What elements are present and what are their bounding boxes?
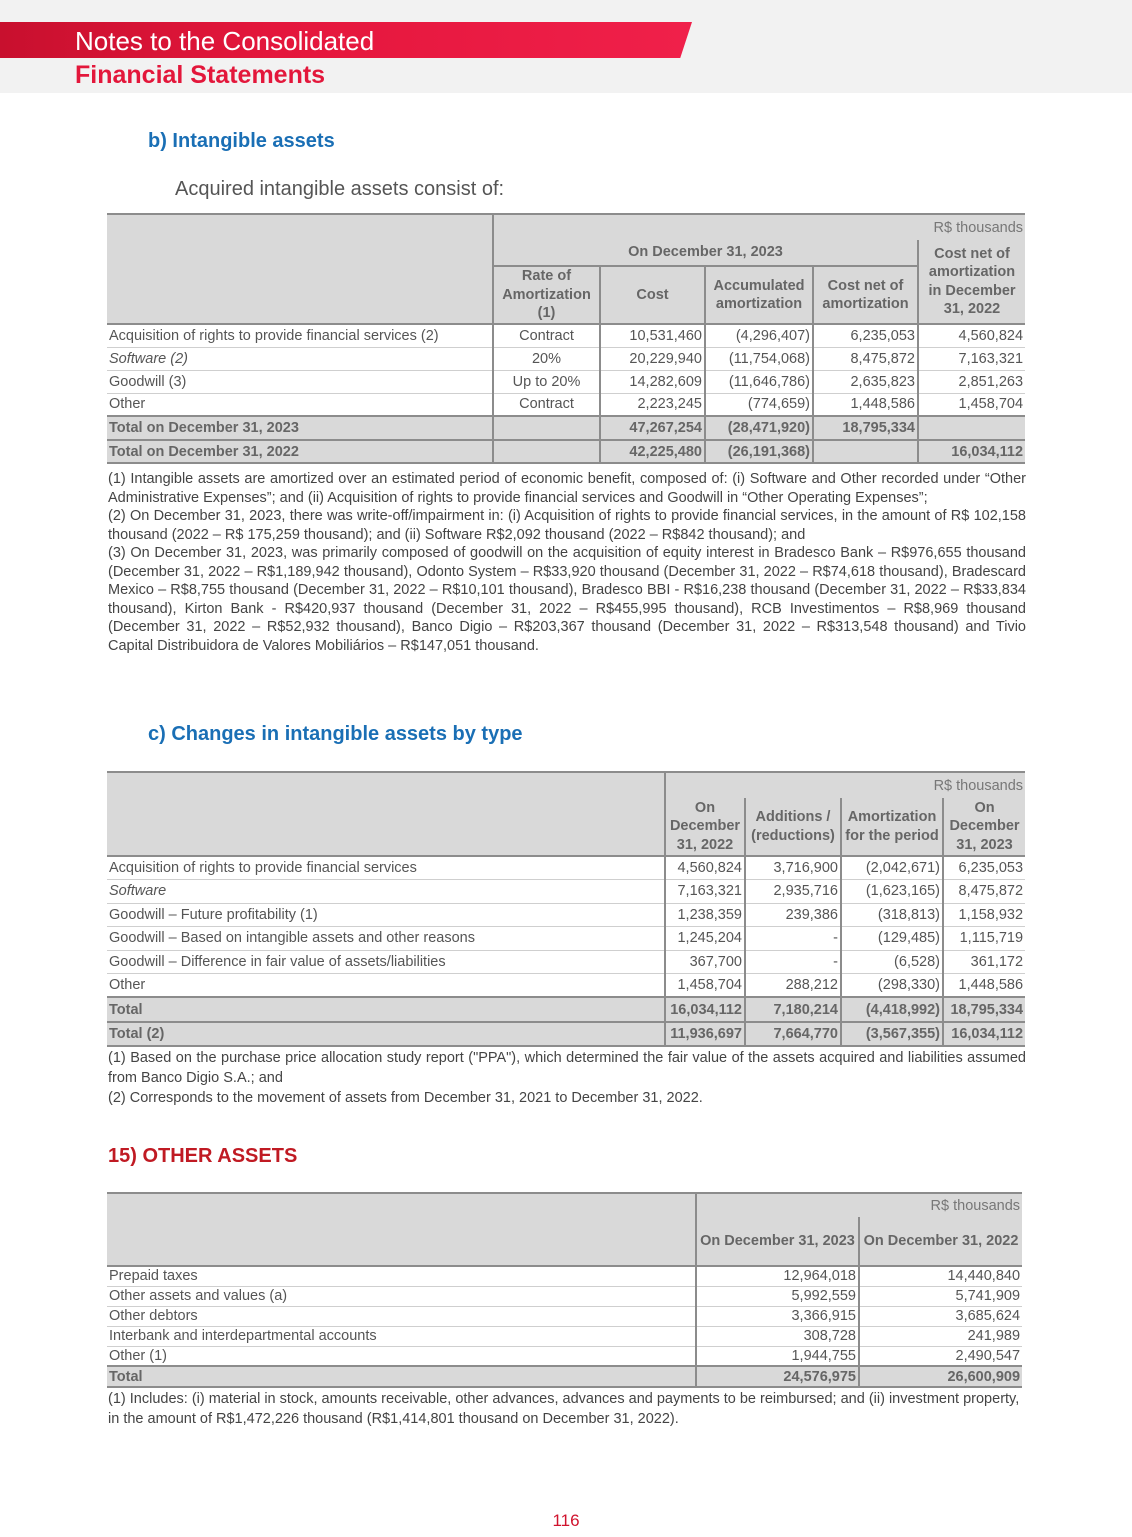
table-row xyxy=(107,324,1025,347)
row-label: Other xyxy=(107,974,665,998)
cell-net2022 xyxy=(918,416,1025,440)
cell-dec2023: 16,034,112 xyxy=(943,1022,1025,1046)
cell-dec2022: 1,458,704 xyxy=(665,974,745,998)
table-row xyxy=(107,347,1025,370)
cell-rate xyxy=(493,416,600,440)
row-label: Other debtors xyxy=(107,1306,696,1326)
intangible-changes-table xyxy=(107,771,1025,1047)
table-row xyxy=(107,927,1025,951)
cell-dec2023: 6,235,053 xyxy=(943,856,1025,880)
total-row-2 xyxy=(107,1022,1025,1046)
table-row xyxy=(107,1326,1022,1346)
cell-2023: 24,576,975 xyxy=(696,1366,859,1387)
row-label: Acquisition of rights to provide financial services (2) xyxy=(107,324,493,347)
header-title-line1: Notes to the Consolidated xyxy=(75,26,375,56)
other-assets-table xyxy=(107,1192,1022,1388)
cell-cost: 20,229,940 xyxy=(600,347,705,370)
cell-2023: 3,366,915 xyxy=(696,1306,859,1326)
cell-dec2022: 1,238,359 xyxy=(665,903,745,927)
section-b-notes xyxy=(108,470,1026,655)
header-title-line2: Financial Statements xyxy=(75,61,326,89)
page-number: 116 xyxy=(552,1511,580,1530)
cell-amortization: (2,042,671) xyxy=(841,856,943,880)
row-label: Total (2) xyxy=(107,1022,665,1046)
row-label: Other (1) xyxy=(107,1346,696,1366)
row-label: Total on December 31, 2022 xyxy=(107,440,493,463)
cell-amortization: (6,528) xyxy=(841,950,943,974)
footnote: (2) On December 31, 2023, there was write-off/impairment in: (i) Acquisition of rights to provide financial services, in the amount of R$ 102,158 thousand (2022 – R$ 175,259 thousand); and (ii) Software R$2,092 thousand (2022 – R$842 thousand); and xyxy=(108,508,1026,543)
cell-additions: 7,664,770 xyxy=(745,1022,841,1046)
unit-label: R$ thousands xyxy=(696,1193,1022,1217)
cell-net: 1,448,586 xyxy=(813,393,918,416)
cell-2023: 1,944,755 xyxy=(696,1346,859,1366)
cell-accum: (11,646,786) xyxy=(705,370,813,393)
total-row xyxy=(107,997,1025,1022)
cell-net: 6,235,053 xyxy=(813,324,918,347)
cell-2023: 5,992,559 xyxy=(696,1286,859,1306)
col-header-dec2023: On December 31, 2023 xyxy=(943,798,1025,856)
row-label: Software xyxy=(107,880,665,904)
col-header-amortization: Amortization for the period xyxy=(841,798,943,856)
cell-2022: 241,989 xyxy=(859,1326,1022,1346)
total-row-2022 xyxy=(107,440,1025,463)
table-row xyxy=(107,856,1025,880)
cell-cost: 14,282,609 xyxy=(600,370,705,393)
cell-dec2023: 361,172 xyxy=(943,950,1025,974)
section-15-note: (1) Includes: (i) material in stock, amounts receivable, other advances, advances and payments to be reimbursed; and (ii) investment property, in the amount of R$1,472,226 thousand (R$1,414,801 thousand on December 31, 2022). xyxy=(108,1391,1020,1427)
cell-2023: 12,964,018 xyxy=(696,1266,859,1286)
cell-cost: 42,225,480 xyxy=(600,440,705,463)
footnote: (1) Intangible assets are amortized over an estimated period of economic benefit, composed of: (i) Software and Other recorded under “Other Administrative Expenses”; and (ii) Acquisition of rights to provide financial services and Goodwill in “Other Operating Expenses”; xyxy=(108,471,1026,506)
cell-net: 18,795,334 xyxy=(813,416,918,440)
col-header-accum: Accumulated amortization xyxy=(705,266,813,324)
col-header-cost: Cost xyxy=(600,266,705,324)
cell-net xyxy=(813,440,918,463)
cell-rate: Contract xyxy=(493,324,600,347)
cell-net2022: 7,163,321 xyxy=(918,347,1025,370)
cell-dec2022: 7,163,321 xyxy=(665,880,745,904)
total-row xyxy=(107,1366,1022,1387)
page-header xyxy=(0,0,1132,93)
intangible-assets-table xyxy=(107,213,1025,464)
section-c-notes xyxy=(108,1048,1026,1108)
cell-dec2022: 11,936,697 xyxy=(665,1022,745,1046)
footnote: (1) Based on the purchase price allocation study report ("PPA"), which determined the fair value of the assets acquired and liabilities assumed from Banco Digio S.A.; and xyxy=(108,1050,1026,1086)
row-label: Total on December 31, 2023 xyxy=(107,416,493,440)
table-row xyxy=(107,880,1025,904)
col-header-2022: On December 31, 2022 xyxy=(859,1217,1022,1266)
cell-cost: 10,531,460 xyxy=(600,324,705,347)
row-label: Goodwill (3) xyxy=(107,370,493,393)
cell-accum: (11,754,068) xyxy=(705,347,813,370)
cell-2022: 5,741,909 xyxy=(859,1286,1022,1306)
unit-label: R$ thousands xyxy=(665,772,1025,798)
cell-net: 2,635,823 xyxy=(813,370,918,393)
cell-accum: (4,296,407) xyxy=(705,324,813,347)
col-header-rate: Rate of Amortization (1) xyxy=(493,266,600,324)
cell-accum: (774,659) xyxy=(705,393,813,416)
cell-2022: 3,685,624 xyxy=(859,1306,1022,1326)
cell-net: 8,475,872 xyxy=(813,347,918,370)
table-row xyxy=(107,1346,1022,1366)
total-row-2023 xyxy=(107,416,1025,440)
table-row xyxy=(107,974,1025,998)
row-label: Total xyxy=(107,1366,696,1387)
footnote: (2) Corresponds to the movement of assets from December 31, 2021 to December 31, 2022. xyxy=(108,1090,703,1106)
row-label: Goodwill – Future profitability (1) xyxy=(107,903,665,927)
cell-rate: Contract xyxy=(493,393,600,416)
cell-amortization: (129,485) xyxy=(841,927,943,951)
col-header-net2022: Cost net of amortization in December 31, 2022 xyxy=(918,240,1025,324)
cell-amortization: (298,330) xyxy=(841,974,943,998)
cell-amortization: (318,813) xyxy=(841,903,943,927)
group-header-2023: On December 31, 2023 xyxy=(493,240,918,266)
table-row xyxy=(107,903,1025,927)
col-header-dec2022: On December 31, 2022 xyxy=(665,798,745,856)
cell-additions: 288,212 xyxy=(745,974,841,998)
table-row xyxy=(107,1306,1022,1326)
cell-net2022: 1,458,704 xyxy=(918,393,1025,416)
row-label: Other assets and values (a) xyxy=(107,1286,696,1306)
table-row xyxy=(107,1286,1022,1306)
cell-dec2023: 1,158,932 xyxy=(943,903,1025,927)
section-b-title: b) Intangible assets xyxy=(148,130,335,152)
cell-dec2023: 1,448,586 xyxy=(943,974,1025,998)
cell-net2022: 4,560,824 xyxy=(918,324,1025,347)
cell-additions: 3,716,900 xyxy=(745,856,841,880)
cell-2022: 26,600,909 xyxy=(859,1366,1022,1387)
cell-additions: - xyxy=(745,950,841,974)
cell-amortization: (1,623,165) xyxy=(841,880,943,904)
row-label: Prepaid taxes xyxy=(107,1266,696,1286)
cell-additions: - xyxy=(745,927,841,951)
row-label: Goodwill – Difference in fair value of assets/liabilities xyxy=(107,950,665,974)
cell-dec2023: 18,795,334 xyxy=(943,997,1025,1022)
cell-dec2022: 1,245,204 xyxy=(665,927,745,951)
row-label: Interbank and interdepartmental accounts xyxy=(107,1326,696,1346)
cell-net2022: 16,034,112 xyxy=(918,440,1025,463)
cell-rate: Up to 20% xyxy=(493,370,600,393)
cell-amortization: (3,567,355) xyxy=(841,1022,943,1046)
table-corner xyxy=(107,772,665,856)
cell-2023: 308,728 xyxy=(696,1326,859,1346)
table-row xyxy=(107,1266,1022,1286)
row-label: Other xyxy=(107,393,493,416)
cell-rate xyxy=(493,440,600,463)
section-c-title: c) Changes in intangible assets by type xyxy=(148,723,523,745)
cell-cost: 2,223,245 xyxy=(600,393,705,416)
row-label: Software (2) xyxy=(107,347,493,370)
cell-rate: 20% xyxy=(493,347,600,370)
footnote: (3) On December 31, 2023, was primarily composed of goodwill on the acquisition of equity interest in Bradesco Bank – R$976,655 thousand (December 31, 2022 – R$1,189,942 thousand), Odonto System – R$33,920 thousand (December 31, 2022 – R$74,618 thousand), Bradescard Mexico – R$8,755 thousand (December 31, 2022 – R$10,101 thousand), Bradesco BBI - R$16,238 thousand (December 31, 2022 – R$33,834 thousand), Kirton Bank - R$420,937 thousand (December 31, 2022 – R$455,995 thousand), RCB Investimentos – R$8,969 thousand (December 31, 2022 – R$52,932 thousand), Banco Digio – R$203,367 thousand (December 31, 2022 – R$313,548 thousand) and Tivio Capital Distribuidora de Valores Mobiliários – R$147,051 thousand. xyxy=(108,545,1026,654)
table-corner xyxy=(107,1193,696,1266)
row-label: Total xyxy=(107,997,665,1022)
table-corner xyxy=(107,214,493,324)
table-row xyxy=(107,950,1025,974)
cell-cost: 47,267,254 xyxy=(600,416,705,440)
unit-label: R$ thousands xyxy=(493,214,1025,240)
cell-2022: 2,490,547 xyxy=(859,1346,1022,1366)
cell-additions: 239,386 xyxy=(745,903,841,927)
cell-accum: (26,191,368) xyxy=(705,440,813,463)
row-label: Acquisition of rights to provide financial services xyxy=(107,856,665,880)
cell-additions: 2,935,716 xyxy=(745,880,841,904)
cell-amortization: (4,418,992) xyxy=(841,997,943,1022)
col-header-2023: On December 31, 2023 xyxy=(696,1217,859,1266)
cell-dec2022: 16,034,112 xyxy=(665,997,745,1022)
cell-dec2022: 4,560,824 xyxy=(665,856,745,880)
cell-2022: 14,440,840 xyxy=(859,1266,1022,1286)
cell-dec2023: 1,115,719 xyxy=(943,927,1025,951)
cell-dec2022: 367,700 xyxy=(665,950,745,974)
cell-net2022: 2,851,263 xyxy=(918,370,1025,393)
section-15-title: 15) OTHER ASSETS xyxy=(108,1145,298,1167)
col-header-additions: Additions / (reductions) xyxy=(745,798,841,856)
row-label: Goodwill – Based on intangible assets and other reasons xyxy=(107,927,665,951)
section-b-intro: Acquired intangible assets consist of: xyxy=(175,178,505,200)
cell-dec2023: 8,475,872 xyxy=(943,880,1025,904)
col-header-net: Cost net of amortization xyxy=(813,266,918,324)
table-row xyxy=(107,370,1025,393)
cell-additions: 7,180,214 xyxy=(745,997,841,1022)
cell-accum: (28,471,920) xyxy=(705,416,813,440)
table-row xyxy=(107,393,1025,416)
